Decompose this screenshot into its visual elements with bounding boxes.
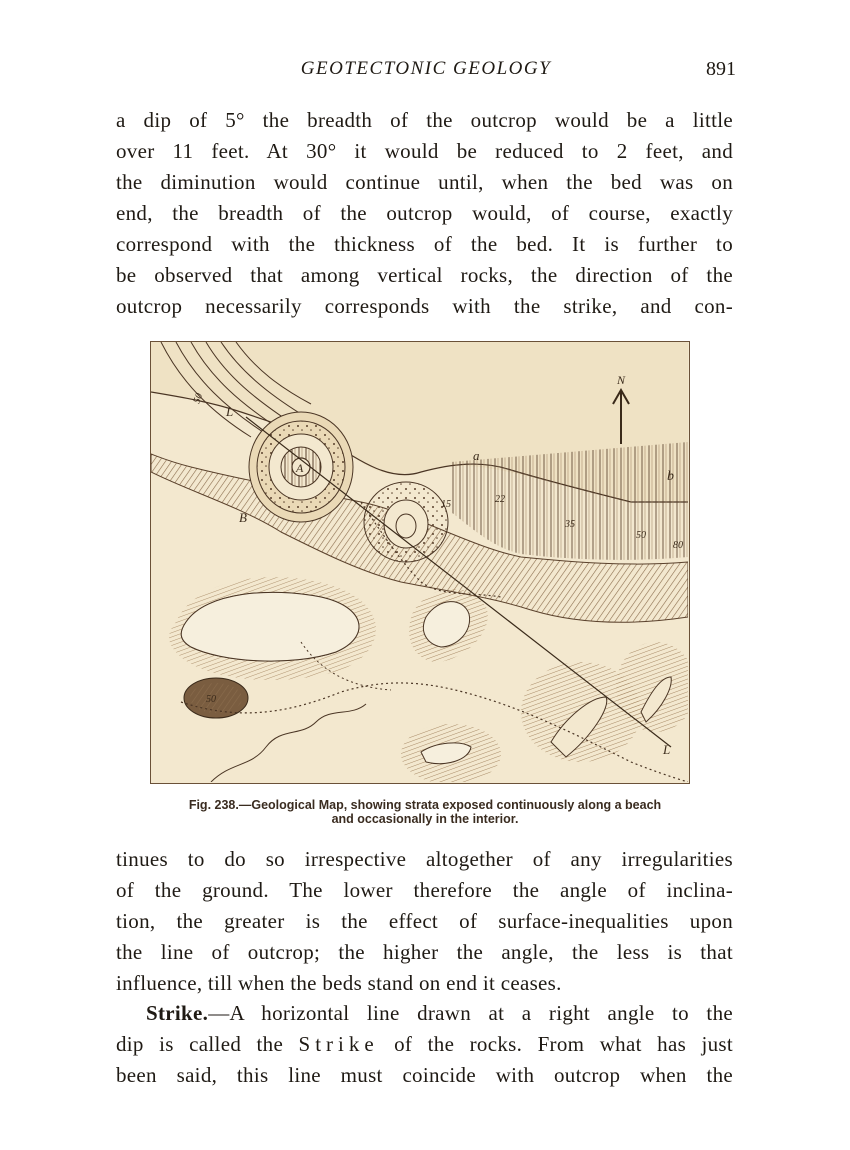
page-number: 891 <box>706 58 736 80</box>
text-line: the diminution would continue until, when the bed was on <box>116 170 733 194</box>
dip-50-top: 50 <box>191 391 206 406</box>
label-L-upper: L <box>226 404 234 419</box>
label-L-lower: L <box>663 742 671 757</box>
text-line: be observed that among vertical rocks, the direction of the <box>116 263 733 287</box>
caption-line-2: and occasionally in the interior. <box>331 812 519 826</box>
syncline <box>364 482 448 562</box>
text-line: a dip of 5° the breadth of the outcrop would be a little <box>116 108 733 132</box>
text-segment: —A horizontal line drawn at a right angle to the <box>208 1001 733 1025</box>
text-segment: dip is called the <box>116 1032 299 1056</box>
dip-15: 15 <box>441 499 451 510</box>
running-title: GEOTECTONIC GEOLOGY <box>300 58 552 79</box>
paragraph-1 <box>116 105 733 322</box>
text-line: the line of outcrop; the higher the angle, the less is that <box>116 940 733 964</box>
label-north: N <box>617 373 626 387</box>
geological-map-figure <box>150 341 690 784</box>
dip-22: 22 <box>495 494 505 505</box>
vertical-strata <box>451 442 688 560</box>
paragraph-2 <box>116 844 733 999</box>
text-line: correspond with the thickness of the bed. It is further to <box>116 232 733 256</box>
running-head <box>116 58 736 88</box>
runin-heading: Strike. <box>146 1001 209 1025</box>
text-line: tinues to do so irrespective altogether of any irregularities <box>116 847 733 871</box>
text-line: of the ground. The lower therefore the angle of inclina- <box>116 878 733 902</box>
text-line: outcrop necessarily corresponds with the strike, and con- <box>116 294 733 318</box>
label-b: b <box>667 469 674 484</box>
dip-80: 80 <box>673 540 683 551</box>
text-line <box>116 998 733 1029</box>
spaced-term: Strike <box>298 1032 379 1056</box>
text-line: over 11 feet. At 30° it would be reduced to 2 feet, and <box>116 139 733 163</box>
caption-label: Fig. 238. <box>188 798 239 812</box>
text-line: influence, till when the beds stand on end it ceases. <box>116 971 562 995</box>
text-line: end, the breadth of the outcrop would, of course, exactly <box>116 201 733 225</box>
geological-map <box>151 342 688 782</box>
text-line: been said, this line must coincide with outcrop when the <box>116 1063 733 1087</box>
dip-50-right: 50 <box>636 530 646 541</box>
label-A: A <box>296 461 304 475</box>
text-line <box>116 1029 733 1060</box>
dip-35: 35 <box>565 519 575 530</box>
stream <box>211 704 366 782</box>
label-a: a <box>473 448 480 463</box>
text-line: tion, the greater is the effect of surface-inequalities upon <box>116 909 733 933</box>
text-segment: of the rocks. From what has just <box>378 1032 734 1056</box>
dip-50-patch: 50 <box>206 694 216 705</box>
caption-line-1 <box>142 798 708 812</box>
figure-caption <box>142 798 708 826</box>
paragraph-3 <box>116 998 733 1091</box>
caption-text: —Geological Map, showing strata exposed continuously along a beach <box>238 798 662 812</box>
label-B: B <box>239 510 247 525</box>
